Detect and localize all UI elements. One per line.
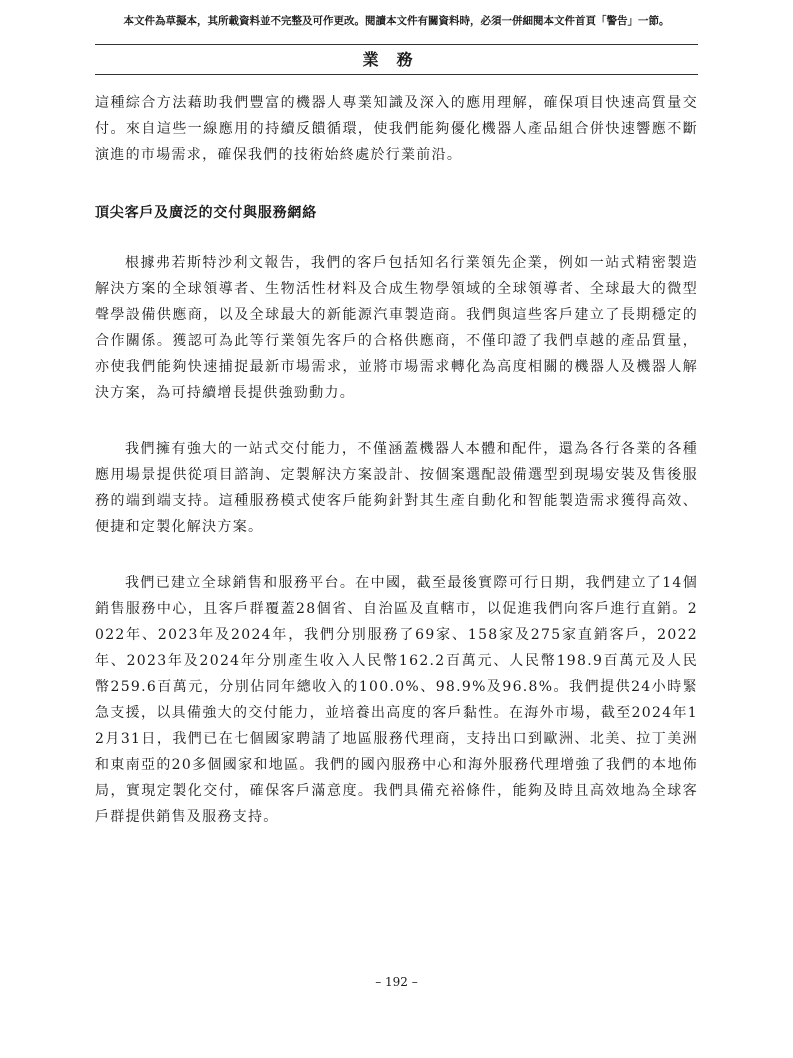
intro-paragraph: 這種綜合方法藉助我們豐富的機器人專業知識及深入的應用理解，確保項目快速高質量交付。來自這些一線應用的持續反饋循環，使我們能夠優化機器人產品組合併快速響應不斷演進的市場需求，確保我們的技術始終處於行業前沿。 bbox=[95, 95, 698, 163]
page-number: – 192 – bbox=[375, 975, 418, 989]
section-heading: 頂尖客戶及廣泛的交付與服務網絡 bbox=[95, 205, 317, 221]
paragraph-customers: 根據弗若斯特沙利文報告，我們的客戶包括知名行業領先企業，例如一站式精密製造解決方案的全球領導者、生物活性材料及合成生物學領域的全球領導者、全球最大的微型聲學設備供應商，以及全球最大的新能源汽車製造商。我們與這些客戶建立了長期穩定的合作關係。獲認可為此等行業領先客戶的合格供應商，不僅印證了我們卓越的產品質量，亦使我們能夠快速捕捉最新市場需求，並將市場需求轉化為高度相關的機器人及機器人解決方案，為可持續增長提供強勁動力。 bbox=[95, 255, 698, 401]
paragraph-sales-network: 我們已建立全球銷售和服務平台。在中國，截至最後實際可行日期，我們建立了14個銷售服務中心，且客戶群覆蓋28個省、自治區及直轄市，以促進我們向客戶進行直銷。2022年、2023年及2024年，我們分別服務了69家、158家及275家直銷客戶，2022年、2023年及2024年分別產生收入人民幣162.2百萬元、人民幣198.9百萬元及人民幣259.6百萬元，分別佔同年總收入的100.0%、98.9%及96.8%。我們提供24小時緊急支援，以具備強大的交付能力，並培養出高度的客戶黏性。在海外市場，截至2024年12月31日，我們已在七個國家聘請了地區服務代理商，支持出口到歐洲、北美、拉丁美洲和東南亞的20多個國家和地區。我們的國內服務中心和海外服務代理增強了我們的本地佈局，實現定製化交付，確保客戶滿意度。我們具備充裕條件，能夠及時且高效地為全球客戶群提供銷售及服務支持。 bbox=[95, 575, 698, 825]
header-top-rule bbox=[95, 44, 698, 45]
paragraph-delivery: 我們擁有強大的一站式交付能力，不僅涵蓋機器人本體和配件，還為各行各業的各種應用場景提供從項目諮詢、定製解決方案設計、按個案選配設備選型到現場安裝及售後服務的端到端支持。這種服務模式使客戶能夠針對其生產自動化和智能製造需求獲得高效、便捷和定製化解決方案。 bbox=[95, 441, 698, 535]
page-body bbox=[95, 90, 698, 830]
header-bottom-rule bbox=[95, 74, 698, 75]
draft-disclaimer: 本文件為草擬本，其所載資料並不完整及可作更改。閱讀本文件有關資料時，必須一併細閱本文件首頁「警告」一節。 bbox=[123, 15, 670, 27]
section-title: 業務 bbox=[362, 50, 431, 69]
